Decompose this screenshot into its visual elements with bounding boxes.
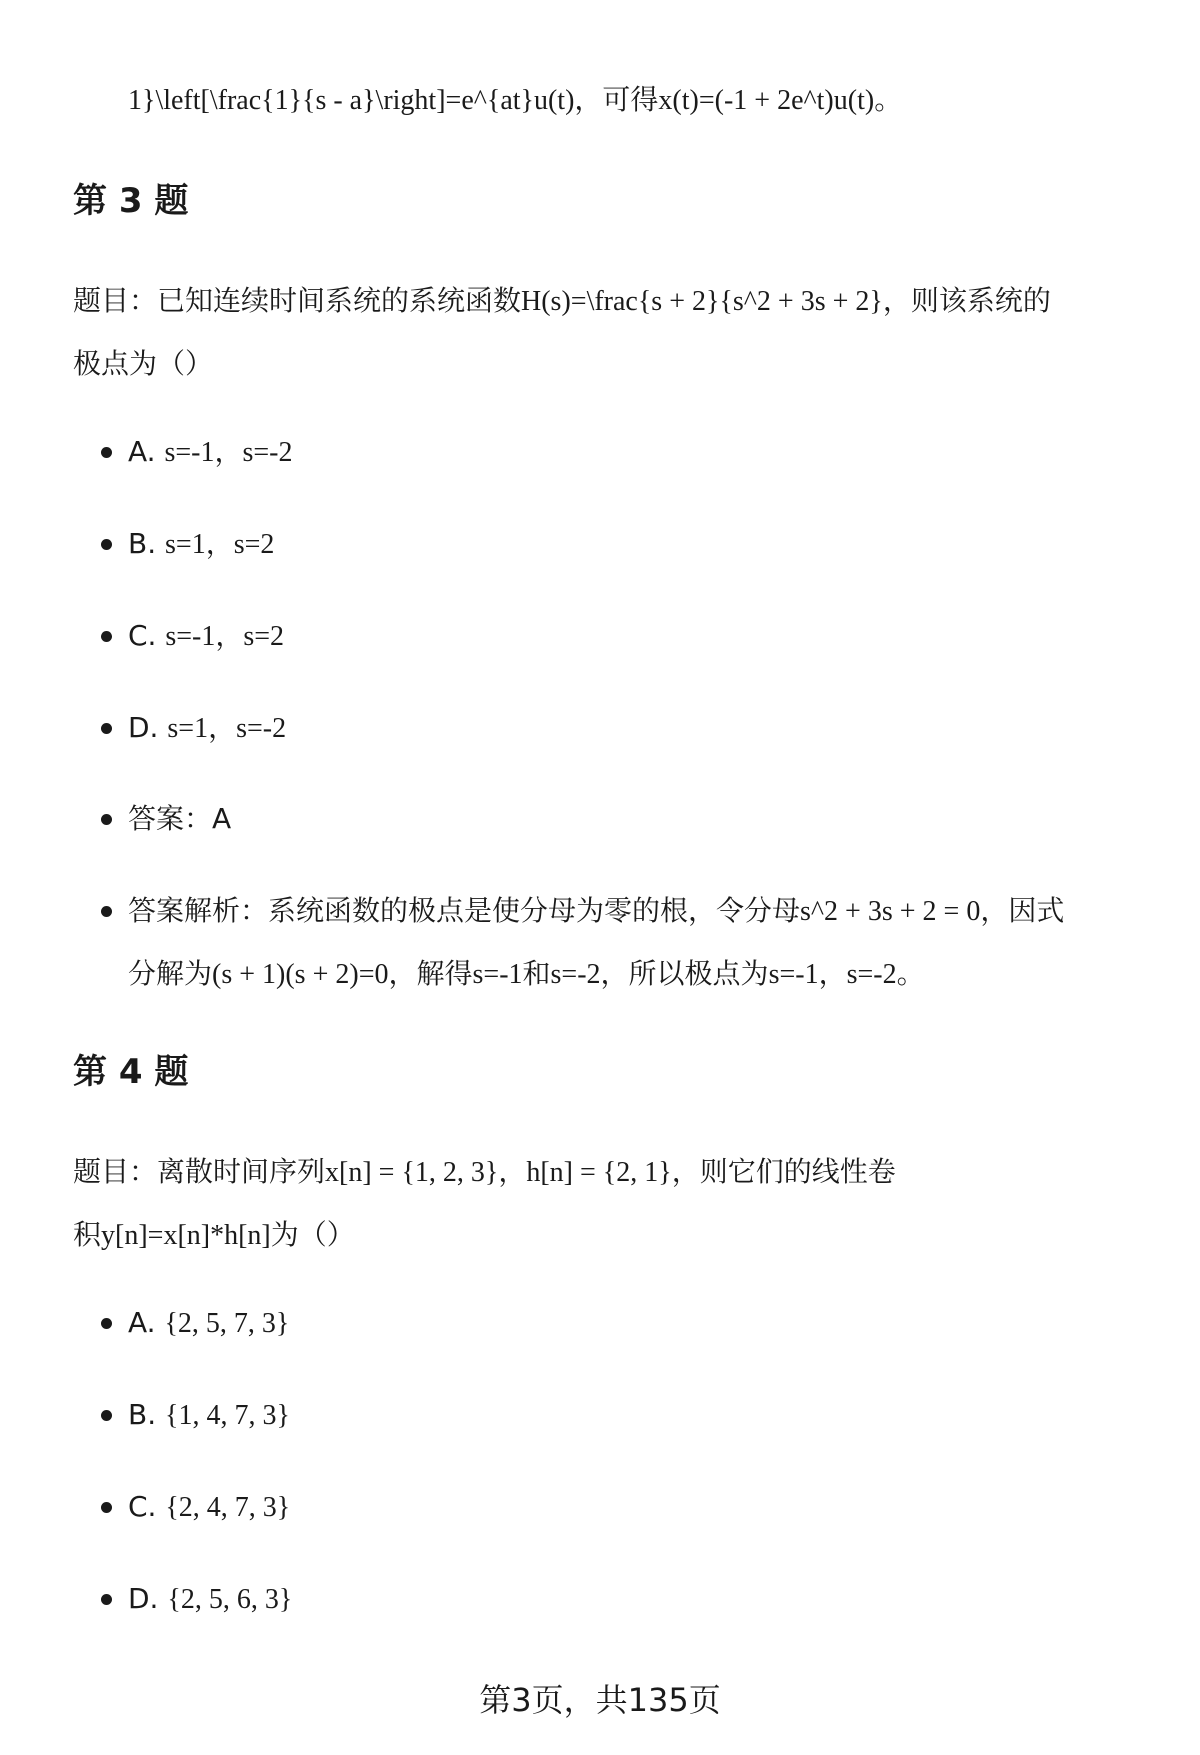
bullet-icon: [101, 723, 112, 734]
analysis-line-1: [128, 880, 1064, 943]
analysis-line-2: [128, 943, 1064, 1006]
analysis-text: 。: [896, 957, 925, 990]
analysis-formula: s=-1: [472, 959, 523, 990]
option-label: D.: [128, 1582, 168, 1615]
option-value: {1, 4, 7, 3}: [165, 1400, 290, 1431]
question-4-stem-line-1: [73, 1141, 1163, 1204]
question-4-stem-prefix: 题目：离散时间序列: [73, 1155, 326, 1188]
question-4-heading: 第 4 题: [73, 1052, 189, 1092]
analysis-text: 答案解析：系统函数的极点是使分母为零的根，令分母: [128, 894, 801, 927]
question-3-option-c: [128, 605, 284, 668]
analysis-formula: s=-2: [550, 959, 601, 990]
question-3-stem-line-2: 极点为（）: [73, 347, 214, 380]
question-4-option-b: [128, 1384, 290, 1447]
option-value: {2, 5, 6, 3}: [167, 1584, 293, 1615]
option-value: {2, 5, 7, 3}: [164, 1308, 290, 1339]
bullet-icon: [101, 1594, 112, 1605]
question-3-analysis: [128, 880, 1064, 1006]
question-3-stem-prefix: 题目：已知连续时间系统的系统函数: [73, 284, 522, 317]
question-3-stem-line-1: [73, 270, 1163, 333]
question-3-stem-suffix: ，则该系统的: [882, 284, 1051, 317]
continuation-text: ，可得: [574, 83, 659, 116]
bullet-icon: [101, 1318, 112, 1329]
question-3-option-a: [128, 421, 293, 484]
question-4-stem: [73, 1141, 1163, 1267]
question-4-stem-formula: y[n]=x[n]*h[n]: [101, 1220, 271, 1251]
analysis-formula: s=-1，s=-2: [768, 959, 897, 990]
bullet-icon: [101, 814, 112, 825]
analysis-text: 分解为: [128, 957, 213, 990]
continuation-result: x(t)=(-1 + 2e^t)u(t): [658, 85, 875, 116]
page-footer: 第3页，共135页: [479, 1681, 721, 1719]
bullet-icon: [101, 539, 112, 550]
continuation-formula: 1}\left[\frac{1}{s - a}\right]=e^{at}u(t): [128, 85, 575, 116]
analysis-text: ，解得: [388, 957, 473, 990]
bullet-icon: [101, 447, 112, 458]
question-4-stem-sep: ，: [498, 1155, 527, 1188]
option-label: C.: [128, 619, 166, 652]
question-4-stem-suffix: ，则它们的线性卷: [671, 1155, 896, 1188]
analysis-text: ，所以极点为: [600, 957, 769, 990]
option-label: D.: [128, 711, 168, 744]
question-4-option-a: [128, 1292, 289, 1355]
analysis-formula: (s + 1)(s + 2)=0: [212, 959, 389, 990]
bullet-icon: [101, 906, 112, 917]
question-3-stem: [73, 270, 1163, 395]
question-3-heading: 第 3 题: [73, 181, 189, 221]
question-3-stem-formula: H(s)=\frac{s + 2}{s^2 + 3s + 2}: [521, 286, 883, 317]
question-4-stem-x: x[n] = {1, 2, 3}: [325, 1157, 499, 1188]
question-3-option-b: [128, 513, 274, 576]
option-label: B.: [128, 1398, 166, 1431]
bullet-icon: [101, 1502, 112, 1513]
bullet-icon: [101, 631, 112, 642]
option-value: s=-1，s=2: [165, 621, 285, 652]
continuation-end: 。: [874, 83, 903, 116]
question-4-stem-text: 为（）: [270, 1218, 355, 1251]
analysis-formula: s^2 + 3s + 2 = 0: [800, 896, 981, 927]
question-3-option-d: [128, 697, 286, 760]
question-4-stem-h: h[n] = {2, 1}: [526, 1157, 672, 1188]
analysis-text: ，因式: [980, 894, 1065, 927]
bullet-icon: [101, 1410, 112, 1421]
option-value: {2, 4, 7, 3}: [165, 1492, 291, 1523]
question-4-stem-line-2: [73, 1204, 1163, 1267]
option-label: A.: [128, 1306, 165, 1339]
option-label: B.: [128, 527, 166, 560]
question-4-option-c: [128, 1476, 290, 1539]
option-value: s=-1，s=-2: [164, 437, 293, 468]
option-label: A.: [128, 435, 165, 468]
question-4-stem-text: 积: [73, 1218, 102, 1251]
question-3-answer: [128, 788, 231, 850]
answer-text: 答案：A: [128, 802, 232, 835]
continuation-line: [128, 76, 902, 125]
option-label: C.: [128, 1490, 166, 1523]
analysis-text: 和: [522, 957, 551, 990]
option-value: s=1，s=2: [165, 529, 275, 560]
question-4-option-d: [128, 1568, 292, 1631]
option-value: s=1，s=-2: [167, 713, 287, 744]
